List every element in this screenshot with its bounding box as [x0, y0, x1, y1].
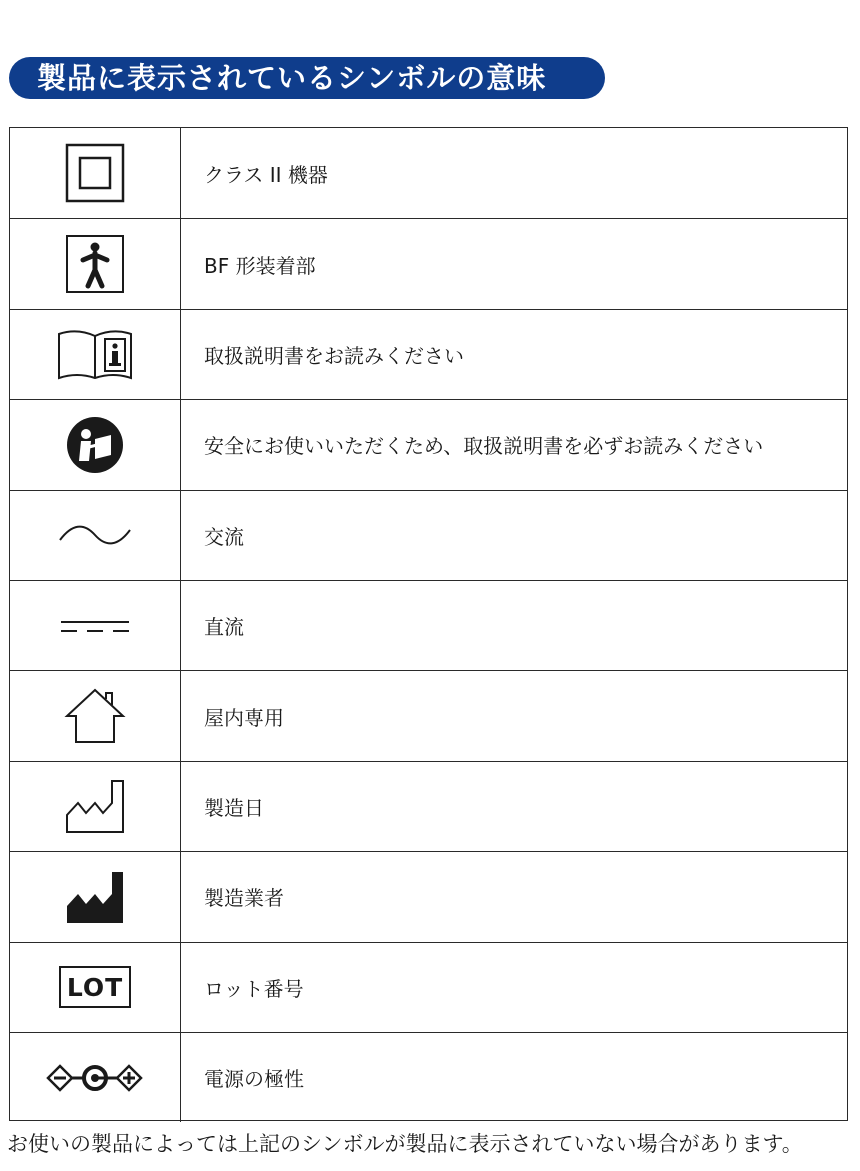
table-row: [10, 399, 847, 489]
table-row: [10, 761, 847, 851]
lot-number-icon: LOT: [59, 966, 131, 1008]
date-of-manufacture-icon: [64, 777, 126, 835]
symbol-label: BF 形装着部: [204, 253, 316, 278]
bf-applied-part-icon: [65, 234, 125, 294]
table-row: [10, 218, 847, 308]
class-ii-icon: [65, 143, 125, 203]
alternating-current-icon: [58, 522, 132, 548]
symbol-label: 直流: [204, 615, 244, 640]
table-row: [10, 851, 847, 941]
page-title: 製品に表示されているシンボルの意味: [9, 57, 605, 99]
symbol-label: 安全にお使いいただくため、取扱説明書を必ずお読みください: [204, 434, 764, 459]
table-row: [10, 670, 847, 760]
symbol-label: 屋内専用: [204, 705, 284, 730]
table-row: [10, 1032, 847, 1122]
symbol-label: 交流: [204, 524, 244, 549]
table-row: [10, 309, 847, 399]
symbol-label: クラス II 機器: [204, 162, 328, 187]
symbol-label: 取扱説明書をお読みください: [204, 343, 464, 368]
symbol-label: ロット番号: [204, 976, 304, 1001]
symbol-table: [9, 127, 848, 1121]
manufacturer-icon: [64, 868, 126, 926]
polarity-icon: [45, 1058, 145, 1098]
consult-instructions-icon: [55, 326, 135, 382]
table-row: [10, 942, 847, 1032]
table-row: [10, 128, 847, 218]
read-manual-mandatory-icon: [65, 415, 125, 475]
table-row: [10, 490, 847, 580]
indoor-use-icon: [64, 687, 126, 745]
symbol-label: 製造日: [204, 795, 264, 820]
direct-current-icon: [59, 616, 131, 636]
symbol-label: 電源の極性: [204, 1067, 304, 1092]
table-row: [10, 580, 847, 670]
symbol-label: 製造業者: [204, 886, 284, 911]
footnote: お使いの製品によっては上記のシンボルが製品に表示されていない場合があります。: [7, 1132, 803, 1156]
